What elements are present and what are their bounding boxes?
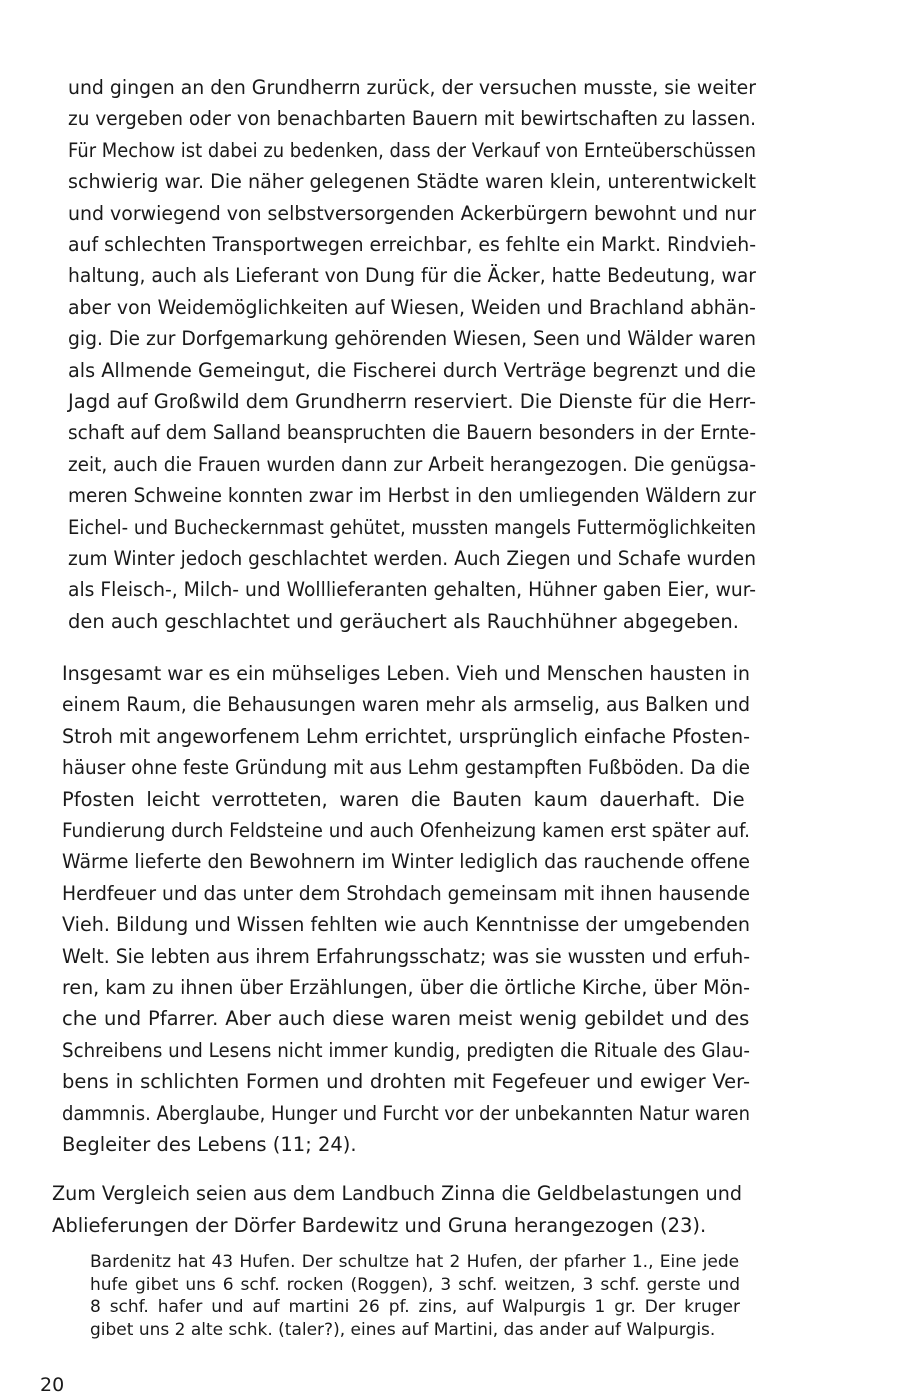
paragraph-1-line: haltung, auch als Lieferant von Dung für die Äcker, hatte Bedeutung, war — [68, 264, 756, 288]
paragraph-1-line: zu vergeben oder von benachbarten Bauern mit bewirtschaften zu lassen. — [68, 107, 756, 131]
paragraph-2-line: dammnis. Aberglaube, Hunger und Furcht vor der unbekannten Natur waren — [62, 1101, 750, 1125]
paragraph-1-line: Jagd auf Großwild dem Grundherrn reserviert. Die Dienste für die Herr- — [68, 390, 756, 413]
quote-line: gibet uns 2 alte schk. (taler?), eines auf Martini, das ander auf Walpurgis. — [90, 1319, 716, 1340]
paragraph-1-line: schwierig war. Die näher gelegenen Städte waren klein, unterentwickelt — [68, 170, 756, 194]
paragraph-1-line: und vorwiegend von selbstversorgenden Ackerbürgern bewohnt und nur — [68, 201, 756, 225]
paragraph-2-line: einem Raum, die Behausungen waren mehr als armselig, aus Balken und — [62, 693, 750, 717]
paragraph-2-line: bens in schlichten Formen und drohten mit Fegefeuer und ewiger Ver- — [62, 1070, 750, 1094]
paragraph-1-line: zum Winter jedoch geschlachtet werden. Auch Ziegen und Schafe wurden — [68, 547, 756, 570]
paragraph-1-line: zeit, auch die Frauen wurden dann zur Arbeit herangezogen. Die genügsa- — [68, 452, 756, 476]
quote-line: Bardenitz hat 43 Hufen. Der schultze hat 2 Hufen, der pfarher 1., Eine jede — [90, 1252, 740, 1272]
paragraph-2-line: Herdfeuer und das unter dem Strohdach gemeinsam mit ihnen hausende — [62, 881, 750, 905]
paragraph-1-line: Für Mechow ist dabei zu bedenken, dass der Verkauf von Ernteüberschüssen — [68, 138, 756, 162]
quote-line: hufe gibet uns 6 schf. rocken (Roggen), 3 schf. weitzen, 3 schf. gerste und — [90, 1274, 740, 1295]
page-number: 20 — [40, 1374, 65, 1396]
paragraph-2-line: Fundierung durch Feldsteine und auch Ofenheizung kamen erst später auf. — [62, 819, 750, 842]
paragraph-1-line: und gingen an den Grundherrn zurück, der versuchen musste, sie weiter — [68, 76, 756, 99]
paragraph-2-line: Welt. Sie lebten aus ihrem Erfahrungsschatz; was sie wussten und erfuh- — [62, 944, 750, 968]
paragraph-2-line: Wärme lieferte den Bewohnern im Winter lediglich das rauchende offene — [62, 850, 750, 874]
paragraph-2-line: Schreibens und Lesens nicht immer kundig, predigten die Rituale des Glau- — [62, 1038, 750, 1062]
paragraph-1-line: den auch geschlachtet und geräuchert als Rauchhühner abgegeben. — [68, 609, 739, 633]
paragraph-3-line: Ablieferungen der Dörfer Bardewitz und Gruna herangezogen (23). — [52, 1213, 707, 1237]
paragraph-1-line: meren Schweine konnten zwar im Herbst in den umliegenden Wäldern zur — [68, 484, 756, 508]
paragraph-2-line: Insgesamt war es ein mühseliges Leben. Vieh und Menschen hausten in — [62, 662, 750, 685]
paragraph-1-line: auf schlechten Transportwegen erreichbar, es fehlte ein Markt. Rindvieh- — [68, 233, 756, 256]
paragraph-1-line: Eichel- und Bucheckernmast gehütet, mussten mangels Futtermöglichkeiten — [68, 515, 756, 539]
paragraph-3-line: Zum Vergleich seien aus dem Landbuch Zinna die Geldbelastungen und — [52, 1182, 742, 1205]
paragraph-1-line: als Allmende Gemeingut, die Fischerei durch Verträge begrenzt und die — [68, 358, 756, 382]
paragraph-2-line: Stroh mit angeworfenem Lehm errichtet, ursprünglich einfache Pfosten- — [62, 724, 750, 748]
paragraph-2-line: häuser ohne feste Gründung mit aus Lehm gestampften Fußböden. Da die — [62, 756, 750, 780]
paragraph-1-line: gig. Die zur Dorfgemarkung gehörenden Wiesen, Seen und Wälder waren — [68, 327, 756, 351]
paragraph-1-line: aber von Weidemöglichkeiten auf Wiesen, Weiden und Brachland abhän- — [68, 295, 756, 319]
paragraph-2-line: Vieh. Bildung und Wissen fehlten wie auch Kenntnisse der umgebenden — [62, 913, 750, 937]
paragraph-2-line: Pfosten leicht verrotteten, waren die Bauten kaum dauerhaft. Die — [62, 787, 745, 811]
paragraph-2-line: Begleiter des Lebens (11; 24). — [62, 1133, 357, 1156]
quote-line: 8 schf. hafer und auf martini 26 pf. zins, auf Walpurgis 1 gr. Der kruger — [90, 1297, 740, 1317]
paragraph-1-line: als Fleisch-, Milch- und Wolllieferanten gehalten, Hühner gaben Eier, wur- — [68, 578, 756, 602]
paragraph-1-line: schaft auf dem Salland beanspruchten die Bauern besonders in der Ernte- — [68, 421, 756, 445]
paragraph-2-line: ren, kam zu ihnen über Erzählungen, über die örtliche Kirche, über Mön- — [62, 976, 750, 999]
paragraph-2-line: che und Pfarrer. Aber auch diese waren meist wenig gebildet und des — [62, 1007, 750, 1031]
